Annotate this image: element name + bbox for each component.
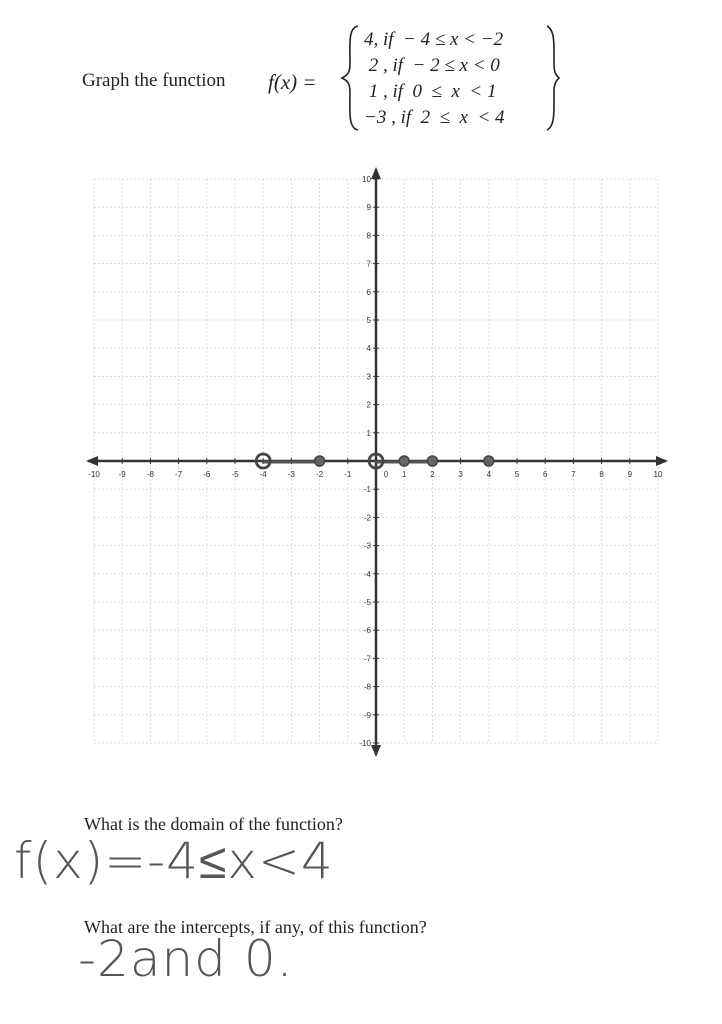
y-axis-arrow-down xyxy=(371,745,381,757)
y-tick-label: -9 xyxy=(363,710,371,720)
x-tick-label: 4 xyxy=(486,470,492,479)
x-tick-label: 5 xyxy=(514,470,520,479)
x-tick-label: -10 xyxy=(88,470,100,479)
x-tick-label: -1 xyxy=(344,470,352,479)
x-tick-label: 9 xyxy=(627,470,633,479)
x-tick-label: -3 xyxy=(287,470,295,479)
y-tick-label: 2 xyxy=(366,400,371,410)
y-tick-label: 4 xyxy=(366,344,371,354)
x-tick-label: -7 xyxy=(175,470,183,479)
y-tick-label: -10 xyxy=(359,739,371,748)
y-tick-label: 5 xyxy=(366,316,371,325)
prompt-text: Graph the function xyxy=(82,70,226,91)
y-tick-label: 1 xyxy=(366,428,371,438)
y-axis-arrow-up xyxy=(371,167,381,179)
y-tick-label: 9 xyxy=(366,203,371,213)
x-tick-label: -8 xyxy=(146,470,154,479)
domain-answer: f(x)=-4≤x<4 xyxy=(14,832,334,890)
closed-point xyxy=(427,456,437,466)
x-tick-label: 10 xyxy=(653,470,663,479)
y-tick-label: -6 xyxy=(363,626,371,636)
intercepts-question: What are the intercepts, if any, of this function? xyxy=(84,917,427,937)
closed-point xyxy=(484,456,494,466)
x-tick-label: -5 xyxy=(231,470,239,479)
y-tick-label: -2 xyxy=(363,513,371,523)
x-axis-arrow-left xyxy=(86,456,98,466)
y-tick-label: 7 xyxy=(366,259,371,269)
y-tick-label: 8 xyxy=(366,231,371,241)
y-tick-label: -4 xyxy=(363,569,371,579)
x-tick-label: 8 xyxy=(599,470,604,479)
x-tick-label: 1 xyxy=(401,470,407,479)
x-tick-label: -6 xyxy=(203,470,211,479)
y-tick-label: 6 xyxy=(366,287,371,297)
y-tick-label: -8 xyxy=(363,682,371,692)
y-tick-label: 10 xyxy=(362,175,371,184)
closed-point xyxy=(315,456,325,466)
x-tick-label: 7 xyxy=(571,470,576,479)
case-line-2: 2 , if − 2 ≤ x < 0 xyxy=(364,55,500,76)
y-tick-label: -3 xyxy=(363,541,371,551)
x-tick-label: -2 xyxy=(316,470,324,479)
case-line-1: 4, if − 4 ≤ x < −2 xyxy=(364,29,504,50)
function-label: f(x) = xyxy=(268,70,317,94)
closed-point xyxy=(399,456,409,466)
y-tick-label: -1 xyxy=(363,485,371,495)
x-tick-label: -9 xyxy=(118,470,126,479)
y-tick-label: -5 xyxy=(363,598,371,607)
y-tick-label: -7 xyxy=(363,654,371,664)
domain-question: What is the domain of the function? xyxy=(84,814,343,834)
x-tick-label: 3 xyxy=(458,470,463,479)
case-line-4: −3 , if 2 ≤ x < 4 xyxy=(364,107,505,128)
x-tick-label: 2 xyxy=(430,470,435,479)
intercepts-answer: -2and 0. xyxy=(78,930,294,988)
y-tick-label: 3 xyxy=(366,372,371,382)
case-line-3: 1 , if 0 ≤ x < 1 xyxy=(364,81,497,102)
x-tick-label: 6 xyxy=(542,470,548,479)
x-tick-label: -4 xyxy=(259,470,267,479)
x-tick-label: 0 xyxy=(383,470,389,479)
